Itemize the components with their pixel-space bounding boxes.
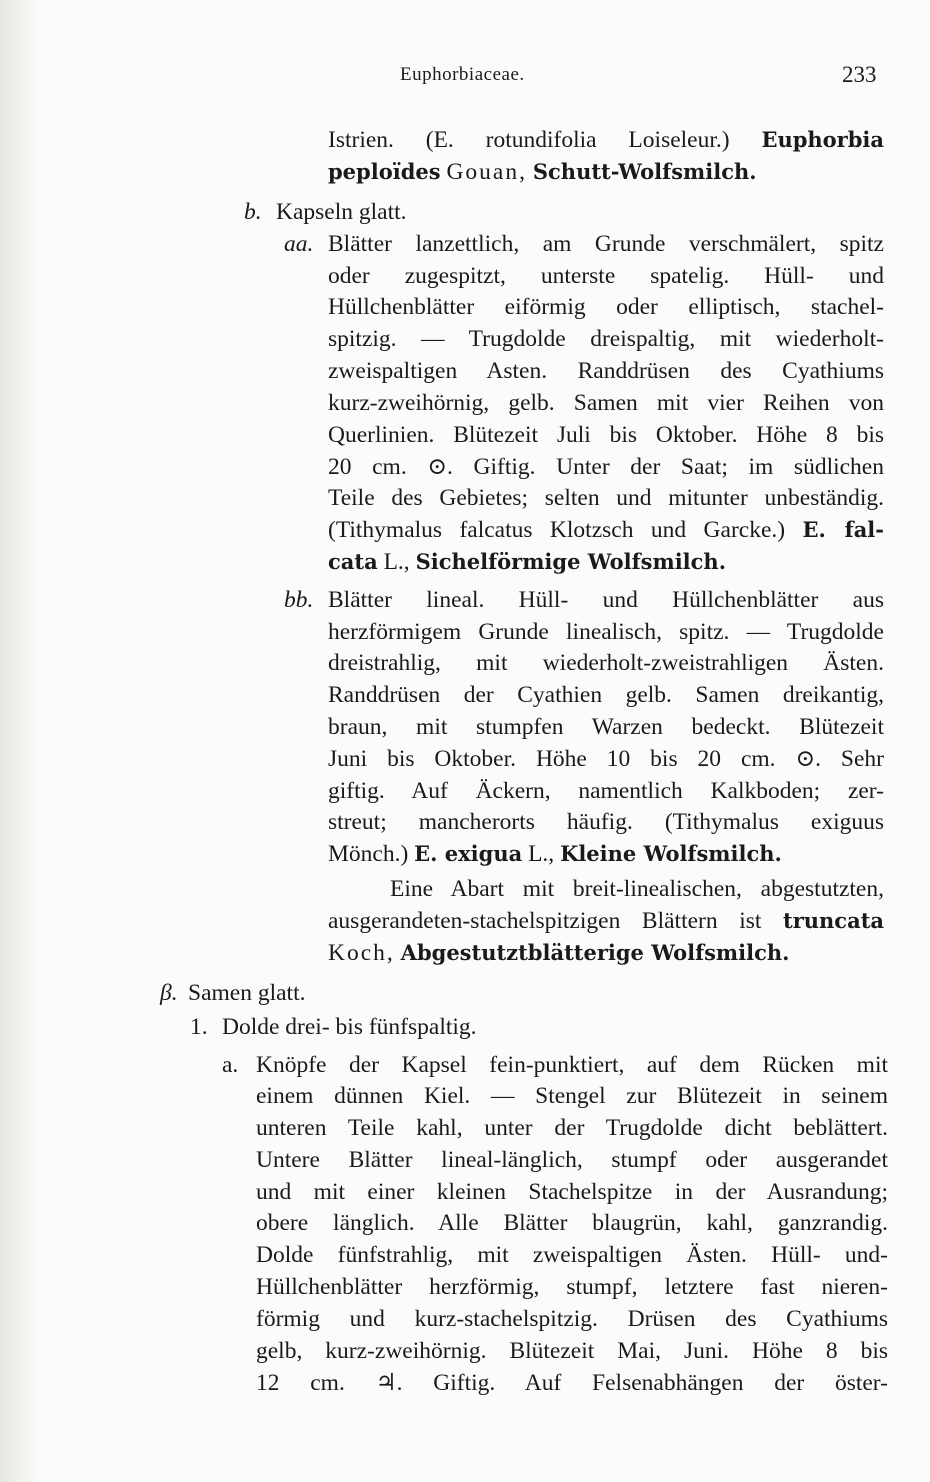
text-line: dreistrahlig, mit wiederholt-zweistrahligen Ästen. [328, 650, 884, 676]
section-label: bb. [284, 587, 314, 613]
text-line: und mit einer kleinen Stachelspitze in der Ausrandung; [256, 1179, 888, 1205]
text-line: (Tithymalus falcatus Klotzsch und Garcke.) E. fal- [328, 517, 884, 543]
text-line: streut; mancherorts häufig. (Tithymalus exiguus [328, 809, 884, 835]
section-label: aa. [284, 231, 314, 257]
page-number: 233 [842, 62, 877, 87]
text-line: Samen glatt. [188, 980, 306, 1006]
text-line: Blätter lanzettlich, am Grunde verschmälert, spitz [328, 231, 884, 257]
text-line: cata L., Sichelförmige Wolfsmilch. [328, 549, 727, 575]
text-line: kurz-zweihörnig, gelb. Samen mit vier Reihen von [328, 390, 884, 416]
text-line: unteren Teile kahl, unter der Trugdolde dicht beblättert. [256, 1115, 888, 1141]
running-header: Euphorbiaceae. [400, 64, 525, 85]
text-line: Querlinien. Blütezeit Juli bis Oktober. Höhe 8 bis [328, 422, 884, 448]
section-label: b. [244, 199, 262, 225]
text-line: gelb, kurz-zweihörnig. Blütezeit Mai, Juni. Höhe 8 bis [256, 1338, 888, 1364]
text-line: Randdrüsen der Cyathien gelb. Samen dreikantig, [328, 682, 884, 708]
section-label: a. [222, 1052, 239, 1078]
binding-shadow [0, 0, 40, 1482]
text-line: Eine Abart mit breit-linealischen, abgestutzten, [390, 876, 884, 902]
text-line: 12 cm. ♃. Giftig. Auf Felsenabhängen der öster- [256, 1370, 888, 1396]
text-line: Hüllchenblätter eiförmig oder elliptisch, stachel- [328, 294, 884, 320]
text-line: Blätter lineal. Hüll- und Hüllchenblätter aus [328, 587, 884, 613]
text-line: Knöpfe der Kapsel fein-punktiert, auf dem Rücken mit [256, 1052, 888, 1078]
text-line: obere länglich. Alle Blätter blaugrün, kahl, ganzrandig. [256, 1210, 888, 1236]
text-line: spitzig. — Trugdolde dreispaltig, mit wiederholt- [328, 326, 884, 352]
text-line: einem dünnen Kiel. — Stengel zur Blütezeit in seinem [256, 1083, 888, 1109]
text-line: Kapseln glatt. [276, 199, 407, 225]
text-line: Untere Blätter lineal-länglich, stumpf oder ausgerandet [256, 1147, 888, 1173]
text-line: Dolde drei- bis fünfspaltig. [222, 1014, 477, 1040]
text-line: Juni bis Oktober. Höhe 10 bis 20 cm. ⊙. Sehr [328, 746, 884, 772]
text-line: 20 cm. ⊙. Giftig. Unter der Saat; im südlichen [328, 454, 884, 480]
text-line: Hüllchenblätter herzförmig, stumpf, letztere fast nieren- [256, 1274, 888, 1300]
text-line: oder zugespitzt, unterste spatelig. Hüll- und [328, 263, 884, 289]
text-line: Dolde fünfstrahlig, mit zweispaltigen Ästen. Hüll- und- [256, 1242, 888, 1268]
text-line: Istrien. (E. rotundifolia Loiseleur.) Euphorbia [328, 127, 885, 153]
text-line: Mönch.) E. exigua L., Kleine Wolfsmilch. [328, 841, 782, 867]
section-label: 1. [190, 1014, 208, 1040]
text-line: giftig. Auf Äckern, namentlich Kalkboden; zer- [328, 778, 884, 804]
text-line: peploïdes Gouan, Schutt-Wolfsmilch. [328, 159, 757, 185]
text-line: förmig und kurz-stachelspitzig. Drüsen des Cyathiums [256, 1306, 888, 1332]
text-line: herzförmigem Grunde linealisch, spitz. — Trugdolde [328, 619, 884, 645]
text-line: Koch, Abgestutztblätterige Wolfsmilch. [328, 940, 790, 966]
text-line: zweispaltigen Asten. Randdrüsen des Cyathiums [328, 358, 884, 384]
text-line: ausgerandeten-stachelspitzigen Blättern ist truncata [328, 908, 885, 934]
section-label: β. [160, 980, 178, 1006]
text-line: Teile des Gebietes; selten und mitunter unbeständig. [328, 485, 884, 511]
text-line: braun, mit stumpfen Warzen bedeckt. Blütezeit [328, 714, 884, 740]
